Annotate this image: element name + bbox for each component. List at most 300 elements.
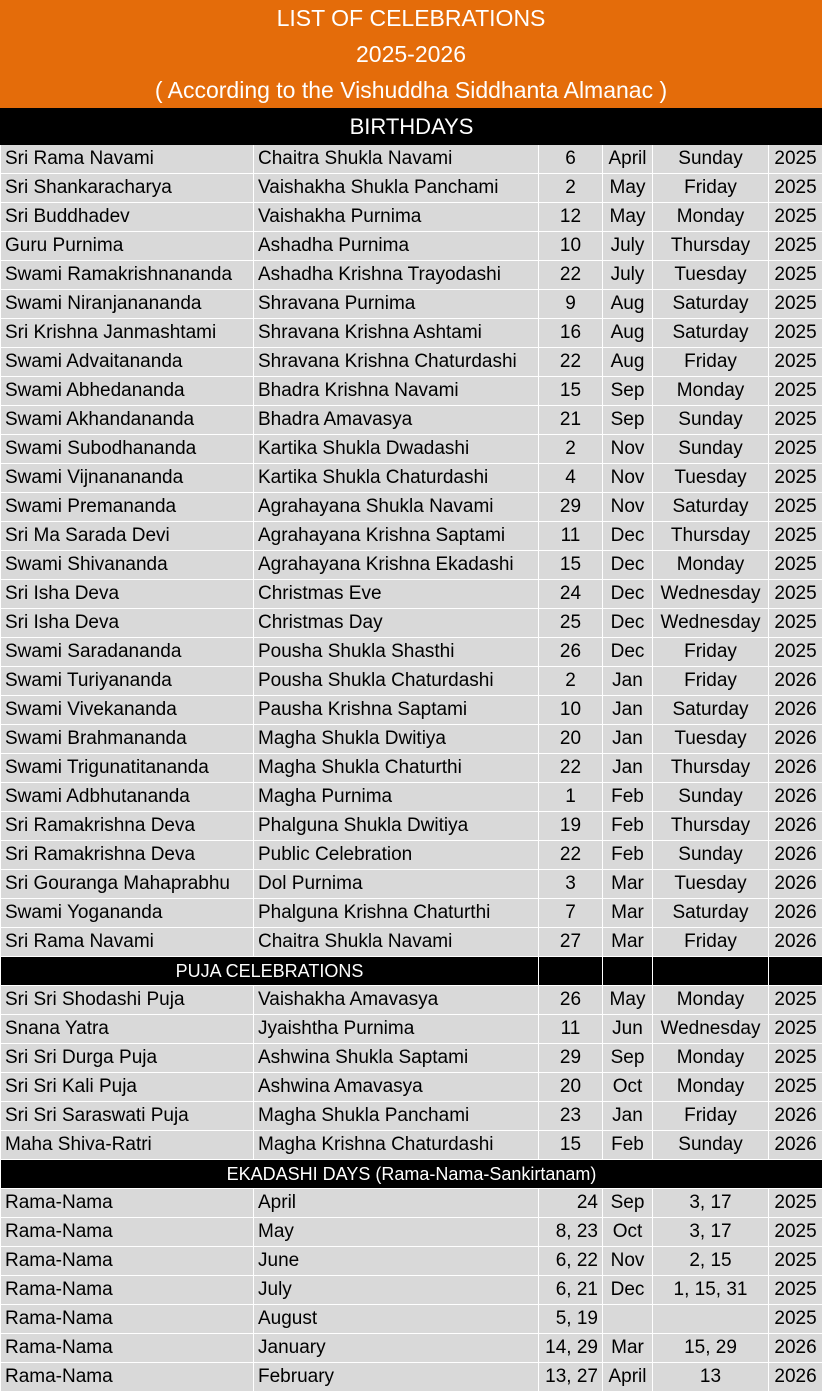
ekadashi-name: Rama-Nama — [1, 1189, 254, 1218]
tithi-cell: Shravana Krishna Chaturdashi — [254, 348, 539, 377]
month-cell: Sep — [603, 1044, 653, 1073]
day-cell: 22 — [539, 841, 603, 870]
ekadashi-row — [1, 1305, 822, 1334]
tithi-cell: Phalguna Krishna Chaturthi — [254, 899, 539, 928]
ekadashi-row — [1, 1363, 822, 1392]
event-name: Swami Advaitananda — [1, 348, 254, 377]
month-cell: Jan — [603, 667, 653, 696]
day-cell: 22 — [539, 754, 603, 783]
month-cell: Dec — [603, 580, 653, 609]
weekday-cell: Saturday — [653, 696, 769, 725]
day-cell: 2 — [539, 435, 603, 464]
day-cell: 27 — [539, 928, 603, 957]
year-cell: 2026 — [769, 1131, 822, 1160]
weekday-cell: Tuesday — [653, 870, 769, 899]
event-name: Swami Shivananda — [1, 551, 254, 580]
birthdays-section-title: BIRTHDAYS — [1, 109, 822, 145]
event-name: Swami Subodhananda — [1, 435, 254, 464]
ekadashi-year: 2025 — [769, 1305, 822, 1334]
event-name: Swami Brahmananda — [1, 725, 254, 754]
ekadashi-header-row — [1, 1160, 822, 1189]
day-cell: 20 — [539, 1073, 603, 1102]
tithi-cell: Magha Shukla Panchami — [254, 1102, 539, 1131]
birthday-row — [1, 435, 822, 464]
birthday-row — [1, 899, 822, 928]
tithi-cell: Pausha Krishna Saptami — [254, 696, 539, 725]
ekadashi-month: August — [254, 1305, 539, 1334]
ekadashi-name: Rama-Nama — [1, 1305, 254, 1334]
birthday-row — [1, 551, 822, 580]
year-cell: 2026 — [769, 928, 822, 957]
ekadashi-year: 2026 — [769, 1334, 822, 1363]
month-cell: July — [603, 261, 653, 290]
event-name: Sri Ramakrishna Deva — [1, 841, 254, 870]
weekday-cell: Thursday — [653, 232, 769, 261]
month-cell: Mar — [603, 928, 653, 957]
weekday-cell: Monday — [653, 203, 769, 232]
year-cell: 2025 — [769, 435, 822, 464]
ekadashi-row — [1, 1276, 822, 1305]
weekday-cell: Monday — [653, 551, 769, 580]
weekday-cell: Sunday — [653, 841, 769, 870]
day-cell: 4 — [539, 464, 603, 493]
tithi-cell: Ashwina Shukla Saptami — [254, 1044, 539, 1073]
year-cell: 2025 — [769, 377, 822, 406]
day-cell: 20 — [539, 725, 603, 754]
month-cell: Sep — [603, 406, 653, 435]
ekadashi-row — [1, 1247, 822, 1276]
ekadashi-name: Rama-Nama — [1, 1334, 254, 1363]
tithi-cell: Kartika Shukla Chaturdashi — [254, 464, 539, 493]
weekday-cell: Saturday — [653, 319, 769, 348]
weekday-cell: Tuesday — [653, 464, 769, 493]
ekadashi-year: 2025 — [769, 1276, 822, 1305]
month-cell: April — [603, 145, 653, 174]
year-cell: 2025 — [769, 986, 822, 1015]
month-cell: May — [603, 174, 653, 203]
page-subtitle: ( According to the Vishuddha Siddhanta Almanac ) — [154, 77, 668, 103]
year-cell: 2026 — [769, 1102, 822, 1131]
ekadashi-month: January — [254, 1334, 539, 1363]
month-cell: Jan — [603, 754, 653, 783]
ekadashi-days2 — [653, 1305, 769, 1334]
tithi-cell: Agrahayana Krishna Ekadashi — [254, 551, 539, 580]
ekadashi-month2: Nov — [603, 1247, 653, 1276]
tithi-cell: Ashadha Krishna Trayodashi — [254, 261, 539, 290]
birthday-row — [1, 580, 822, 609]
birthday-row — [1, 261, 822, 290]
ekadashi-year: 2025 — [769, 1189, 822, 1218]
day-cell: 23 — [539, 1102, 603, 1131]
year-cell: 2025 — [769, 609, 822, 638]
day-cell: 9 — [539, 290, 603, 319]
day-cell: 2 — [539, 174, 603, 203]
birthday-row — [1, 928, 822, 957]
day-cell: 29 — [539, 1044, 603, 1073]
event-name: Swami Turiyananda — [1, 667, 254, 696]
birthday-row — [1, 696, 822, 725]
weekday-cell: Sunday — [653, 783, 769, 812]
event-name: Sri Sri Kali Puja — [1, 1073, 254, 1102]
ekadashi-days: 6, 22 — [539, 1247, 603, 1276]
header-empty-cell — [539, 957, 603, 986]
weekday-cell: Monday — [653, 1044, 769, 1073]
ekadashi-name: Rama-Nama — [1, 1218, 254, 1247]
year-cell: 2026 — [769, 725, 822, 754]
tithi-cell: Phalguna Shukla Dwitiya — [254, 812, 539, 841]
year-cell: 2025 — [769, 261, 822, 290]
day-cell: 15 — [539, 551, 603, 580]
day-cell: 10 — [539, 232, 603, 261]
year-cell: 2025 — [769, 1015, 822, 1044]
tithi-cell: Magha Purnima — [254, 783, 539, 812]
event-name: Snana Yatra — [1, 1015, 254, 1044]
year-cell: 2026 — [769, 667, 822, 696]
weekday-cell: Friday — [653, 928, 769, 957]
year-cell: 2025 — [769, 348, 822, 377]
birthday-row — [1, 870, 822, 899]
ekadashi-days: 6, 21 — [539, 1276, 603, 1305]
page-years: 2025-2026 — [356, 41, 466, 67]
day-cell: 7 — [539, 899, 603, 928]
month-cell: Feb — [603, 812, 653, 841]
day-cell: 1 — [539, 783, 603, 812]
event-name: Swami Trigunatitananda — [1, 754, 254, 783]
puja-row — [1, 986, 822, 1015]
event-name: Sri Buddhadev — [1, 203, 254, 232]
month-cell: Jan — [603, 696, 653, 725]
event-name: Sri Sri Saraswati Puja — [1, 1102, 254, 1131]
event-name: Swami Vijnanananda — [1, 464, 254, 493]
weekday-cell: Wednesday — [653, 609, 769, 638]
ekadashi-month: May — [254, 1218, 539, 1247]
tithi-cell: Pousha Shukla Chaturdashi — [254, 667, 539, 696]
tithi-cell: Magha Shukla Chaturthi — [254, 754, 539, 783]
weekday-cell: Tuesday — [653, 725, 769, 754]
puja-row — [1, 1102, 822, 1131]
tithi-cell: Vaishakha Purnima — [254, 203, 539, 232]
event-name: Sri Ma Sarada Devi — [1, 522, 254, 551]
birthday-row — [1, 203, 822, 232]
day-cell: 19 — [539, 812, 603, 841]
birthday-row — [1, 754, 822, 783]
month-cell: Oct — [603, 1073, 653, 1102]
month-cell: Mar — [603, 870, 653, 899]
birthday-row — [1, 406, 822, 435]
page-header — [0, 0, 822, 108]
tithi-cell: Vaishakha Shukla Panchami — [254, 174, 539, 203]
year-cell: 2025 — [769, 522, 822, 551]
year-cell: 2025 — [769, 551, 822, 580]
year-cell: 2026 — [769, 696, 822, 725]
month-cell: Mar — [603, 899, 653, 928]
tithi-cell: Chaitra Shukla Navami — [254, 928, 539, 957]
weekday-cell: Monday — [653, 986, 769, 1015]
event-name: Guru Purnima — [1, 232, 254, 261]
month-cell: Aug — [603, 348, 653, 377]
birthday-row — [1, 348, 822, 377]
month-cell: Dec — [603, 638, 653, 667]
birthday-row — [1, 783, 822, 812]
event-name: Sri Shankaracharya — [1, 174, 254, 203]
puja-row — [1, 1015, 822, 1044]
header-empty-cell — [603, 957, 653, 986]
tithi-cell: Chaitra Shukla Navami — [254, 145, 539, 174]
tithi-cell: Kartika Shukla Dwadashi — [254, 435, 539, 464]
day-cell: 29 — [539, 493, 603, 522]
year-cell: 2025 — [769, 232, 822, 261]
birthday-row — [1, 725, 822, 754]
event-name: Swami Akhandananda — [1, 406, 254, 435]
day-cell: 12 — [539, 203, 603, 232]
month-cell: Jan — [603, 1102, 653, 1131]
event-name: Sri Isha Deva — [1, 609, 254, 638]
birthday-row — [1, 493, 822, 522]
weekday-cell: Sunday — [653, 435, 769, 464]
ekadashi-month2: Mar — [603, 1334, 653, 1363]
ekadashi-month: April — [254, 1189, 539, 1218]
year-cell: 2025 — [769, 638, 822, 667]
event-name: Swami Saradananda — [1, 638, 254, 667]
weekday-cell: Friday — [653, 348, 769, 377]
ekadashi-month2 — [603, 1305, 653, 1334]
birthday-row — [1, 667, 822, 696]
tithi-cell: Dol Purnima — [254, 870, 539, 899]
event-name: Swami Vivekananda — [1, 696, 254, 725]
ekadashi-year: 2025 — [769, 1247, 822, 1276]
month-cell: Feb — [603, 841, 653, 870]
ekadashi-month2: Oct — [603, 1218, 653, 1247]
ekadashi-days2: 15, 29 — [653, 1334, 769, 1363]
ekadashi-month: June — [254, 1247, 539, 1276]
birthday-row — [1, 638, 822, 667]
header-empty-cell — [653, 957, 769, 986]
day-cell: 15 — [539, 377, 603, 406]
event-name: Sri Sri Durga Puja — [1, 1044, 254, 1073]
ekadashi-days: 24 — [539, 1189, 603, 1218]
event-name: Sri Rama Navami — [1, 145, 254, 174]
month-cell: Aug — [603, 290, 653, 319]
year-cell: 2025 — [769, 406, 822, 435]
birthday-row — [1, 232, 822, 261]
month-cell: Sep — [603, 377, 653, 406]
weekday-cell: Thursday — [653, 812, 769, 841]
day-cell: 26 — [539, 986, 603, 1015]
tithi-cell: Shravana Purnima — [254, 290, 539, 319]
day-cell: 26 — [539, 638, 603, 667]
ekadashi-days: 14, 29 — [539, 1334, 603, 1363]
tithi-cell: Magha Krishna Chaturdashi — [254, 1131, 539, 1160]
day-cell: 25 — [539, 609, 603, 638]
tithi-cell: Agrahayana Shukla Navami — [254, 493, 539, 522]
event-name: Swami Ramakrishnananda — [1, 261, 254, 290]
birthday-row — [1, 841, 822, 870]
month-cell: Feb — [603, 1131, 653, 1160]
ekadashi-days2: 3, 17 — [653, 1189, 769, 1218]
tithi-cell: Christmas Day — [254, 609, 539, 638]
event-name: Swami Premananda — [1, 493, 254, 522]
ekadashi-days: 5, 19 — [539, 1305, 603, 1334]
celebrations-table-body — [1, 109, 822, 1392]
month-cell: Nov — [603, 493, 653, 522]
birthday-row — [1, 290, 822, 319]
ekadashi-days2: 3, 17 — [653, 1218, 769, 1247]
ekadashi-year: 2026 — [769, 1363, 822, 1392]
weekday-cell: Saturday — [653, 493, 769, 522]
tithi-cell: Bhadra Amavasya — [254, 406, 539, 435]
event-name: Swami Yogananda — [1, 899, 254, 928]
birthday-row — [1, 522, 822, 551]
ekadashi-month: July — [254, 1276, 539, 1305]
ekadashi-year: 2025 — [769, 1218, 822, 1247]
event-name: Sri Rama Navami — [1, 928, 254, 957]
event-name: Swami Abhedananda — [1, 377, 254, 406]
ekadashi-row — [1, 1189, 822, 1218]
puja-section-title: PUJA CELEBRATIONS — [1, 957, 539, 986]
tithi-cell: Bhadra Krishna Navami — [254, 377, 539, 406]
birthdays-header-row — [1, 109, 822, 145]
month-cell: Feb — [603, 783, 653, 812]
event-name: Sri Gouranga Mahaprabhu — [1, 870, 254, 899]
day-cell: 10 — [539, 696, 603, 725]
weekday-cell: Sunday — [653, 406, 769, 435]
birthday-row — [1, 174, 822, 203]
tithi-cell: Pousha Shukla Shasthi — [254, 638, 539, 667]
weekday-cell: Sunday — [653, 1131, 769, 1160]
birthday-row — [1, 464, 822, 493]
weekday-cell: Friday — [653, 174, 769, 203]
year-cell: 2025 — [769, 580, 822, 609]
weekday-cell: Friday — [653, 667, 769, 696]
ekadashi-days: 13, 27 — [539, 1363, 603, 1392]
header-empty-cell — [769, 957, 822, 986]
ekadashi-days2: 1, 15, 31 — [653, 1276, 769, 1305]
event-name: Sri Krishna Janmashtami — [1, 319, 254, 348]
weekday-cell: Friday — [653, 1102, 769, 1131]
tithi-cell: Christmas Eve — [254, 580, 539, 609]
year-cell: 2025 — [769, 290, 822, 319]
tithi-cell: Ashadha Purnima — [254, 232, 539, 261]
birthday-row — [1, 145, 822, 174]
day-cell: 22 — [539, 348, 603, 377]
day-cell: 21 — [539, 406, 603, 435]
day-cell: 6 — [539, 145, 603, 174]
year-cell: 2025 — [769, 493, 822, 522]
weekday-cell: Sunday — [653, 145, 769, 174]
ekadashi-month: February — [254, 1363, 539, 1392]
tithi-cell: Agrahayana Krishna Saptami — [254, 522, 539, 551]
tithi-cell: Vaishakha Amavasya — [254, 986, 539, 1015]
month-cell: Dec — [603, 609, 653, 638]
month-cell: May — [603, 203, 653, 232]
ekadashi-month2: Dec — [603, 1276, 653, 1305]
year-cell: 2026 — [769, 783, 822, 812]
event-name: Sri Isha Deva — [1, 580, 254, 609]
year-cell: 2025 — [769, 319, 822, 348]
year-cell: 2026 — [769, 812, 822, 841]
month-cell: Jan — [603, 725, 653, 754]
year-cell: 2025 — [769, 203, 822, 232]
weekday-cell: Wednesday — [653, 580, 769, 609]
weekday-cell: Friday — [653, 638, 769, 667]
month-cell: Dec — [603, 522, 653, 551]
tithi-cell: Jyaishtha Purnima — [254, 1015, 539, 1044]
year-cell: 2026 — [769, 841, 822, 870]
ekadashi-name: Rama-Nama — [1, 1247, 254, 1276]
ekadashi-month2: April — [603, 1363, 653, 1392]
tithi-cell: Ashwina Amavasya — [254, 1073, 539, 1102]
event-name: Swami Adbhutananda — [1, 783, 254, 812]
day-cell: 16 — [539, 319, 603, 348]
ekadashi-name: Rama-Nama — [1, 1363, 254, 1392]
event-name: Maha Shiva-Ratri — [1, 1131, 254, 1160]
weekday-cell: Monday — [653, 1073, 769, 1102]
weekday-cell: Thursday — [653, 754, 769, 783]
day-cell: 15 — [539, 1131, 603, 1160]
weekday-cell: Tuesday — [653, 261, 769, 290]
puja-row — [1, 1073, 822, 1102]
day-cell: 24 — [539, 580, 603, 609]
ekadashi-section-title: EKADASHI DAYS (Rama-Nama-Sankirtanam) — [1, 1160, 822, 1189]
weekday-cell: Saturday — [653, 290, 769, 319]
puja-row — [1, 1131, 822, 1160]
year-cell: 2026 — [769, 754, 822, 783]
ekadashi-row — [1, 1334, 822, 1363]
year-cell: 2026 — [769, 870, 822, 899]
event-name: Sri Ramakrishna Deva — [1, 812, 254, 841]
day-cell: 3 — [539, 870, 603, 899]
weekday-cell: Saturday — [653, 899, 769, 928]
month-cell: July — [603, 232, 653, 261]
birthday-row — [1, 609, 822, 638]
day-cell: 2 — [539, 667, 603, 696]
month-cell: Aug — [603, 319, 653, 348]
month-cell: Jun — [603, 1015, 653, 1044]
tithi-cell: Magha Shukla Dwitiya — [254, 725, 539, 754]
weekday-cell: Thursday — [653, 522, 769, 551]
year-cell: 2025 — [769, 1073, 822, 1102]
event-name: Sri Sri Shodashi Puja — [1, 986, 254, 1015]
year-cell: 2025 — [769, 1044, 822, 1073]
month-cell: Dec — [603, 551, 653, 580]
puja-row — [1, 1044, 822, 1073]
weekday-cell: Wednesday — [653, 1015, 769, 1044]
event-name: Swami Niranjanananda — [1, 290, 254, 319]
ekadashi-days2: 2, 15 — [653, 1247, 769, 1276]
ekadashi-days: 8, 23 — [539, 1218, 603, 1247]
ekadashi-month2: Sep — [603, 1189, 653, 1218]
puja-header-row — [1, 957, 822, 986]
ekadashi-row — [1, 1218, 822, 1247]
year-cell: 2025 — [769, 464, 822, 493]
month-cell: Nov — [603, 464, 653, 493]
celebrations-table — [0, 108, 822, 1392]
page-title: LIST OF CELEBRATIONS — [276, 5, 546, 31]
year-cell: 2025 — [769, 174, 822, 203]
year-cell: 2025 — [769, 145, 822, 174]
year-cell: 2026 — [769, 899, 822, 928]
month-cell: May — [603, 986, 653, 1015]
birthday-row — [1, 812, 822, 841]
ekadashi-name: Rama-Nama — [1, 1276, 254, 1305]
birthday-row — [1, 319, 822, 348]
day-cell: 11 — [539, 522, 603, 551]
month-cell: Nov — [603, 435, 653, 464]
tithi-cell: Shravana Krishna Ashtami — [254, 319, 539, 348]
day-cell: 11 — [539, 1015, 603, 1044]
tithi-cell: Public Celebration — [254, 841, 539, 870]
birthday-row — [1, 377, 822, 406]
